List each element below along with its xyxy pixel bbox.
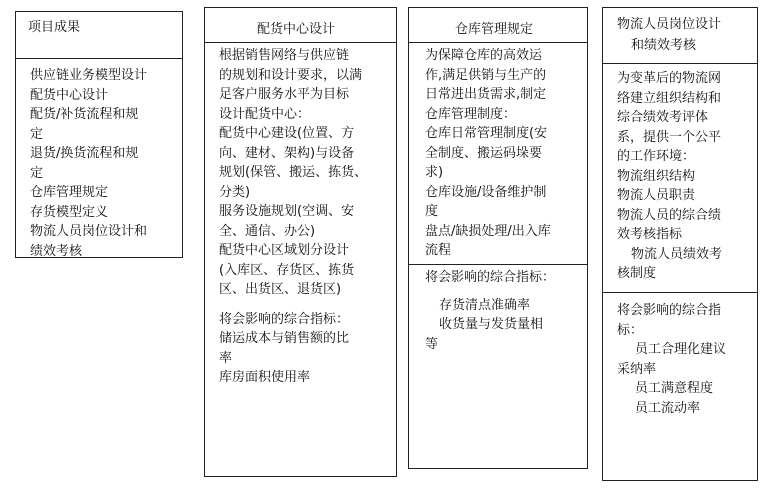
panel-project-results bbox=[15, 11, 183, 258]
description-line: 作,满足供销与生产的 bbox=[425, 67, 547, 83]
kpi-line: 采纳率 bbox=[617, 361, 657, 377]
description-line: 根据销售网络与供应链 bbox=[219, 48, 350, 63]
kpi-title: 将会影响的综合指标： bbox=[219, 311, 350, 327]
kpi-line: 等 bbox=[425, 336, 439, 352]
description-line: 规划(保管、搬运、拣货、 bbox=[219, 165, 368, 180]
panel-project-results-title: 项目成果 bbox=[28, 20, 81, 35]
kpi-line: 员工满意程度 bbox=[635, 381, 714, 396]
description-line: 综合绩效考评体 bbox=[617, 110, 709, 125]
description-line: 全、通信、办公) bbox=[219, 223, 316, 239]
description-line: 服务设施规划(空调、安 bbox=[219, 204, 355, 219]
description-line: 配货中心建设(位置、方 bbox=[219, 126, 355, 141]
kpi-title: 将会影响的综合指 bbox=[617, 303, 722, 318]
description-line: 区、出货区、退货区) bbox=[219, 282, 342, 297]
description-line: 为保障仓库的高效运 bbox=[425, 48, 543, 63]
description-line: 设计配货中心： bbox=[219, 106, 311, 122]
kpi-line: 存货清点准确率 bbox=[439, 297, 531, 313]
kpi-line: 储运成本与销售额的比 bbox=[219, 331, 350, 346]
result-item: 退货/换货流程和规 bbox=[30, 146, 139, 161]
panel-warehouse-rules bbox=[408, 7, 588, 469]
description-line: 日常进出货需求,制定 bbox=[425, 87, 547, 102]
panel-staff-evaluation-header bbox=[603, 8, 757, 64]
panel-staff-evaluation-description bbox=[603, 64, 757, 292]
result-item: 定 bbox=[30, 126, 44, 142]
description-line: 配货中心区域划分设计 bbox=[219, 243, 350, 258]
kpi-title: 将会影响的综合指标： bbox=[425, 270, 556, 285]
panel-warehouse-rules-description bbox=[409, 43, 587, 264]
result-item: 配货/补货流程和规 bbox=[30, 107, 139, 122]
panel-warehouse-rules-title: 仓库管理规定 bbox=[455, 22, 534, 37]
description-line: 足客户服务水平为目标 bbox=[219, 87, 350, 102]
result-item: 绩效考核 bbox=[30, 243, 83, 259]
panel-warehouse-rules-kpis bbox=[409, 264, 587, 354]
kpi-line: 员工流动率 bbox=[635, 400, 701, 416]
panel-distribution-center-title: 配货中心设计 bbox=[257, 22, 336, 37]
panel-staff-evaluation-kpis bbox=[603, 292, 757, 418]
section-gap bbox=[425, 288, 587, 296]
description-line: 络建立组织结构和 bbox=[617, 90, 722, 106]
panel-staff-evaluation-title: 物流人员岗位设计 bbox=[617, 17, 722, 32]
description-line: 全制度、搬运码垛要 bbox=[425, 145, 543, 161]
description-line: 向、建材、架构)与设备 bbox=[219, 145, 355, 161]
result-item: 配货中心设计 bbox=[30, 87, 109, 103]
panel-staff-evaluation bbox=[602, 7, 758, 481]
description-line: 物流人员职责 bbox=[617, 188, 696, 203]
panel-warehouse-rules-header bbox=[409, 8, 587, 43]
description-line: 物流组织结构 bbox=[617, 168, 696, 184]
description-line: 系，提供一个公平 bbox=[617, 129, 722, 145]
panel-distribution-center-description bbox=[205, 43, 396, 388]
kpi-line: 库房面积使用率 bbox=[219, 370, 311, 385]
panel-project-results-header bbox=[16, 12, 182, 59]
panel-project-results-list bbox=[16, 59, 182, 261]
description-line: 的工作环境： bbox=[617, 149, 696, 164]
description-line: 仓库管理制度： bbox=[425, 106, 517, 122]
kpi-line: 员工合理化建议 bbox=[635, 342, 727, 357]
panel-distribution-center bbox=[204, 7, 397, 477]
description-line: 仓库设施/设备维护制 bbox=[425, 184, 547, 200]
description-line: 物流人员绩效考 bbox=[631, 246, 723, 262]
section-gap bbox=[219, 300, 396, 310]
result-item: 物流人员岗位设计和 bbox=[30, 224, 148, 239]
description-line: 的规划和设计要求，以满 bbox=[219, 67, 363, 83]
result-item: 定 bbox=[30, 165, 44, 181]
description-line: 流程 bbox=[425, 243, 452, 258]
kpi-line: 收货量与发货量相 bbox=[439, 317, 544, 332]
kpi-line: 率 bbox=[219, 350, 233, 366]
description-line: 为变革后的物流网 bbox=[617, 71, 722, 86]
description-line: 物流人员的综合绩 bbox=[617, 207, 722, 223]
kpi-title: 标： bbox=[617, 322, 644, 338]
panel-distribution-center-header bbox=[205, 8, 396, 43]
description-line: (入库区、存货区、拣货 bbox=[219, 262, 355, 278]
result-item: 存货模型定义 bbox=[30, 204, 109, 220]
description-line: 盘点/缺损处理/出入库 bbox=[425, 223, 551, 239]
description-line: 仓库日常管理制度(安 bbox=[425, 126, 548, 141]
description-line: 度 bbox=[425, 204, 439, 219]
panel-staff-evaluation-title: 和绩效考核 bbox=[631, 38, 697, 53]
description-line: 效考核指标 bbox=[617, 227, 683, 242]
result-item: 供应链业务模型设计 bbox=[30, 68, 148, 83]
description-line: 核制度 bbox=[617, 266, 657, 281]
description-line: 分类) bbox=[219, 184, 251, 200]
result-item: 仓库管理规定 bbox=[30, 185, 109, 200]
description-line: 求) bbox=[425, 165, 444, 180]
